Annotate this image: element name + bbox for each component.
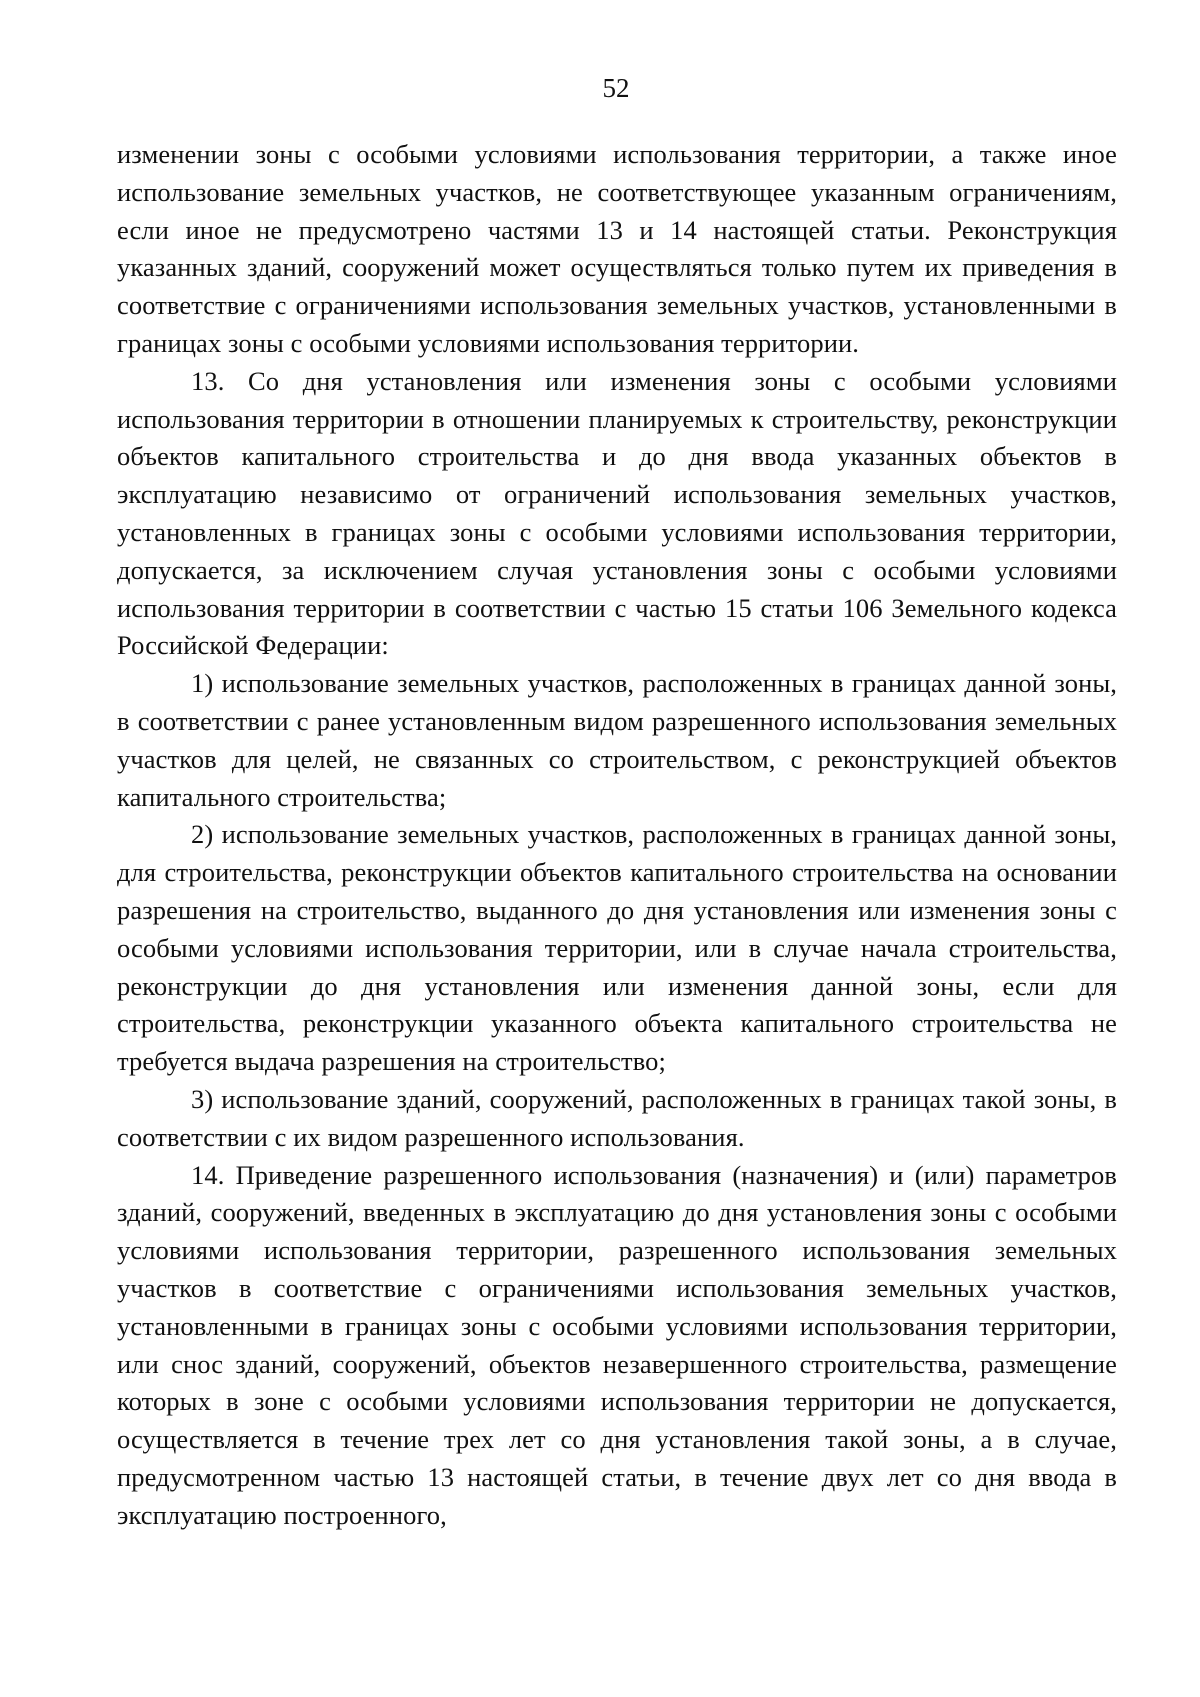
- paragraph-subitem-1: 1) использование земельных участков, расположенных в границах данной зоны, в соответствии с ранее установленным видом разрешенного использования земельных участков для целей, не связанных со строительством, с реконструкцией объектов капитального строительства;: [117, 668, 1117, 812]
- paragraph-subitem-2: 2) использование земельных участков, расположенных в границах данной зоны, для строительства, реконструкции объектов капитального строительства на основании разрешения на строительство, выданного до дня установления или изменения зоны с особыми условиями использования территории, или в случае начала строительства, реконструкции до дня установления или изменения данной зоны, если для строительства, реконструкции указанного объекта капитального строительства не требуется выдача разрешения на строительство;: [117, 819, 1117, 1077]
- paragraph-item-14: 14. Приведение разрешенного использования (назначения) и (или) параметров зданий, сооружений, введенных в эксплуатацию до дня установления зоны с особыми условиями использования территории, разрешенного использования земельных участков в соответствие с ограничениями использования земельных участков, установленными в границах зоны с особыми условиями использования территории, или снос зданий, сооружений, объектов незавершенного строительства, размещение которых в зоне с особыми условиями использования территории не допускается, осуществляется в течение трех лет со дня установления такой зоны, а в случае, предусмотренном частью 13 настоящей статьи, в течение двух лет со дня ввода в эксплуатацию построенного,: [117, 1159, 1117, 1530]
- document-body: [117, 136, 1117, 1534]
- paragraph-continuation: изменении зоны с особыми условиями использования территории, а также иное использование земельных участков, не соответствующее указанным ограничениям, если иное не предусмотрено частями 13 и 14 настоящей статьи. Реконструкция указанных зданий, сооружений может осуществляться только путем их приведения в соответствие с ограничениями использования земельных участков, установленными в границах зоны с особыми условиями использования территории.: [117, 139, 1117, 358]
- paragraph-subitem-3: 3) использование зданий, сооружений, расположенных в границах такой зоны, в соответствии с их видом разрешенного использования.: [117, 1083, 1117, 1152]
- paragraph-item-13: 13. Со дня установления или изменения зоны с особыми условиями использования территории в отношении планируемых к строительству, реконструкции объектов капитального строительства и до дня ввода указанных объектов в эксплуатацию независимо от ограничений использования земельных участков, установленных в границах зоны с особыми условиями использования территории, допускается, за исключением случая установления зоны с особыми условиями использования территории в соответствии с частью 15 статьи 106 Земельного кодекса Российской Федерации:: [117, 365, 1117, 661]
- page-number: 52: [602, 73, 630, 103]
